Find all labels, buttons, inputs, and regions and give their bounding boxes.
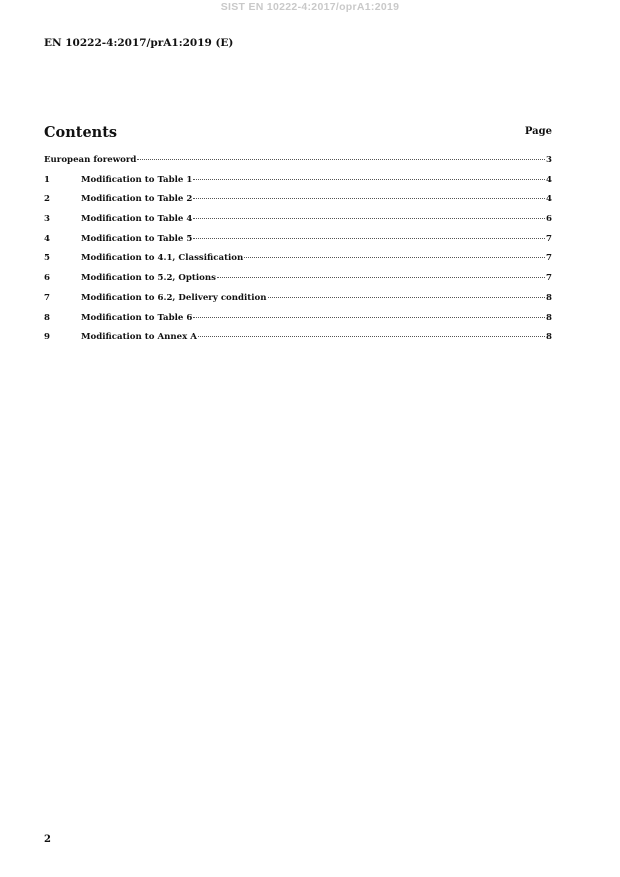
toc-entry-number: 5 — [44, 253, 50, 264]
toc-entry-number: 4 — [44, 233, 50, 244]
toc-leader-dots — [193, 238, 545, 239]
toc-entry-title: Modification to Table 1 — [81, 174, 193, 185]
toc-leader-dots — [244, 257, 545, 258]
toc-entry-9[interactable] — [44, 332, 552, 352]
document-id: EN 10222-4:2017/prA1:2019 (E) — [44, 37, 234, 49]
toc-entry-page: 8 — [546, 312, 552, 323]
toc-entry-page: 7 — [546, 273, 552, 284]
toc-entry-number: 1 — [44, 174, 50, 185]
toc-leader-dots — [193, 198, 545, 199]
toc-entry-4[interactable] — [44, 234, 552, 254]
toc-entry-title: Modification to Annex A — [81, 332, 197, 343]
toc-entry-title: Modification to Table 6 — [81, 312, 193, 323]
toc-entry-title: Modification to 6.2, Delivery condition — [81, 292, 267, 303]
toc-leader-dots — [137, 159, 545, 160]
toc-entry-page: 4 — [546, 194, 552, 205]
toc-leader-dots — [217, 277, 545, 278]
toc-entry-5[interactable] — [44, 253, 552, 273]
toc-entry-page: 7 — [546, 253, 552, 264]
toc-entry-title: Modification to Table 2 — [81, 194, 193, 205]
toc-entry-title: Modification to Table 4 — [81, 214, 193, 225]
toc-entry-number: 8 — [44, 312, 50, 323]
toc-entry-title: European foreword — [44, 155, 137, 165]
toc-entry-title: Modification to 4.1, Classification — [81, 253, 244, 264]
toc-entry-number: 2 — [44, 194, 50, 205]
toc-entry-number: 9 — [44, 332, 50, 343]
toc-entry-number: 7 — [44, 292, 50, 303]
toc-entry-page: 8 — [546, 292, 552, 303]
toc-leader-dots — [193, 218, 545, 219]
toc-entry-title: Modification to 5.2, Options — [81, 273, 216, 284]
toc-entry-page: 3 — [546, 155, 552, 165]
toc-entry-7[interactable] — [44, 293, 552, 313]
toc-entry-page: 7 — [546, 233, 552, 244]
page-column-heading: Page — [524, 126, 552, 137]
toc-entry-number: 6 — [44, 273, 50, 284]
toc-entry-european-foreword[interactable] — [44, 155, 552, 175]
toc-entry-title: Modification to Table 5 — [81, 233, 193, 244]
contents-heading: Contents — [44, 124, 118, 141]
toc-entry-page: 4 — [546, 174, 552, 185]
toc-entry-6[interactable] — [44, 273, 552, 293]
toc-entry-page: 6 — [546, 214, 552, 225]
toc-entry-3[interactable] — [44, 214, 552, 234]
toc-entry-1[interactable] — [44, 175, 552, 195]
toc-leader-dots — [193, 317, 545, 318]
toc-entry-2[interactable] — [44, 194, 552, 214]
toc-leader-dots — [268, 297, 545, 298]
page-number: 2 — [44, 834, 51, 845]
toc-leader-dots — [198, 336, 545, 337]
toc-entry-number: 3 — [44, 214, 50, 225]
toc-entry-8[interactable] — [44, 313, 552, 333]
table-of-contents — [44, 155, 552, 352]
toc-leader-dots — [193, 179, 545, 180]
watermark: SIST EN 10222-4:2017/oprA1:2019 — [220, 1, 400, 13]
toc-entry-page: 8 — [546, 332, 552, 343]
